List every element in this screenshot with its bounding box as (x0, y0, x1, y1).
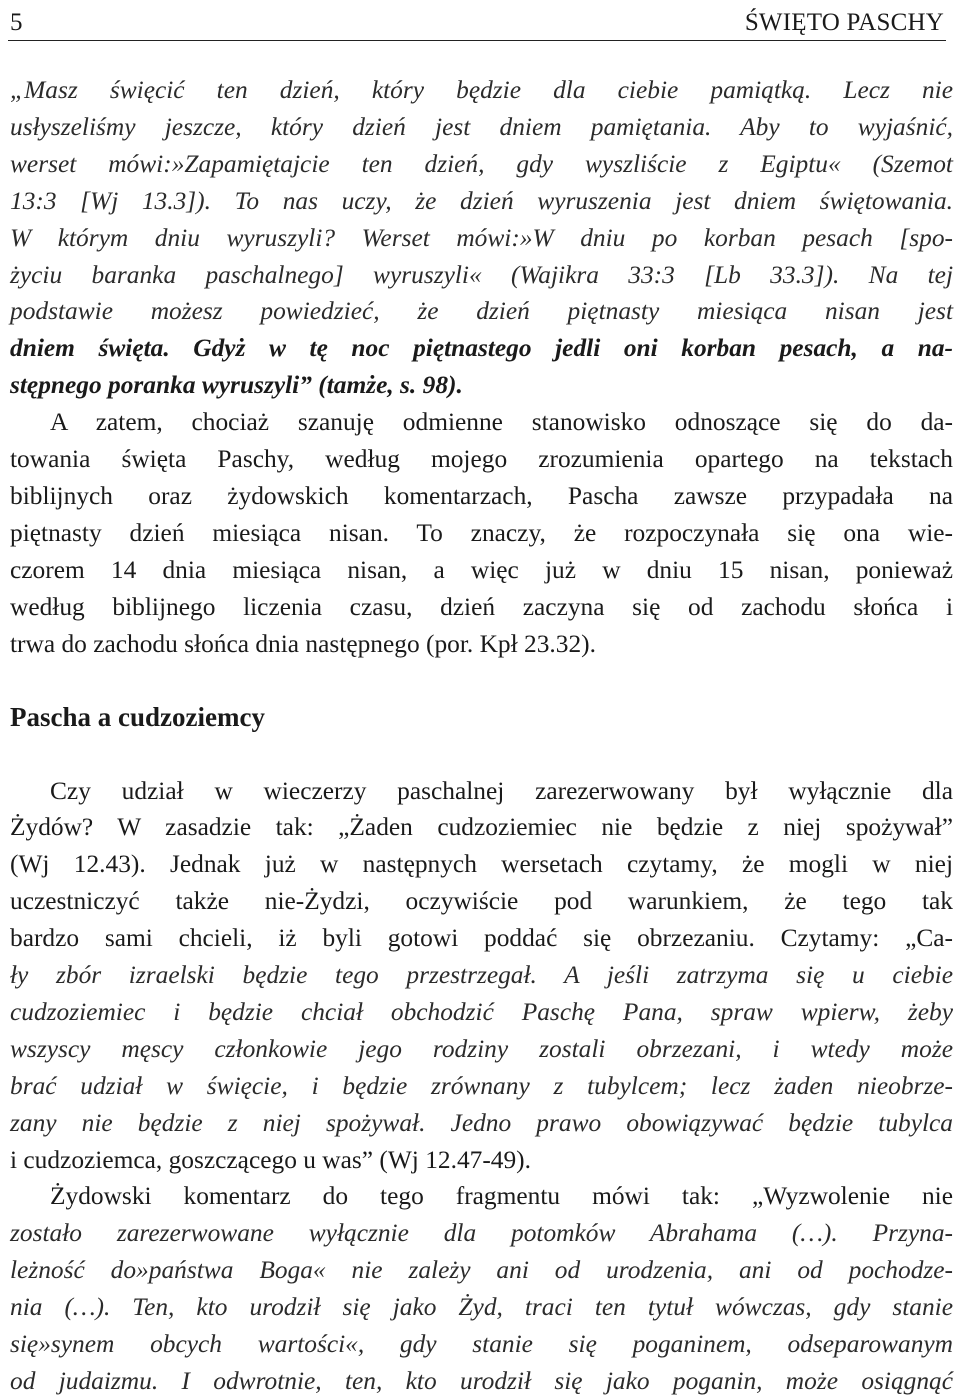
text-line: podstawie możesz powiedzieć, że dzień piętnasty miesiąca nisan jest (10, 297, 953, 326)
text-line: Czy udział w wieczerzy paschalnej zarezerwowany był wyłącznie dla (50, 776, 953, 805)
text-line: i cudzoziemca, goszczącego u was” (Wj 12.47-49). (10, 1145, 531, 1174)
text-line: według biblijnego liczenia czasu, dzień zaczyna się od zachodu słońca i (10, 592, 953, 621)
text-line: „Masz święcić ten dzień, który będzie dla ciebie pamiątką. Lecz nie (10, 76, 953, 104)
text-line: biblijnych oraz żydowskich komentarzach, Pascha zawsze przypadała na (10, 481, 953, 510)
text-line: nia (…). Ten, kto urodził się jako Żyd, traci ten tytuł wówczas, gdy stanie (10, 1293, 953, 1322)
page-body (10, 72, 953, 1400)
text-line: ły zbór izraelski będzie tego przestrzegał. A jeśli zatrzyma się u ciebie (10, 961, 953, 990)
paragraph-dating (10, 404, 953, 662)
text-line: Żydów? W zasadzie tak: „Żaden cudzoziemiec nie będzie z niej spożywał” (10, 813, 953, 842)
text-line: cudzoziemiec i będzie chciał obchodzić Paschę Pana, spraw wpierw, żeby (10, 997, 953, 1026)
text-line: bardzo sami chcieli, iż byli gotowi poddać się obrzezaniu. Czytamy: „Ca- (10, 924, 953, 953)
running-header (8, 6, 946, 41)
text-line: brać udział w święcie, i będzie zrównany z tubylcem; lecz żaden nieobrze- (10, 1071, 953, 1100)
text-line: towania święta Paschy, według mojego zrozumienia opartego na tekstach (10, 445, 953, 474)
text-line: życiu baranka paschalnego] wyruszyli« (Wajikra 33:3 [Lb 33.3]). Na tej (10, 260, 953, 289)
text-line: czorem 14 dnia miesiąca nisan, a więc już w dniu 15 nisan, ponieważ (10, 555, 953, 584)
text-line: W którym dniu wyruszyli? Werset mówi:»W dniu po korban pesach [spo- (10, 223, 953, 252)
text-line: piętnasty dzień miesiąca nisan. To znaczy, że rozpoczynała się ona wie- (10, 518, 953, 547)
text-line: uczestniczyć także nie-Żydzi, oczywiście pod warunkiem, że tego tak (10, 887, 953, 916)
text-line: werset mówi:»Zapamiętajcie ten dzień, gdy wyszliście z Egiptu« (Szemot (10, 149, 953, 178)
paragraph-commentary (10, 1178, 953, 1399)
text-line: się»synem obcych wartości«, gdy stanie się poganinem, odseparowanym (10, 1330, 953, 1359)
text-line: Żydowski komentarz do tego fragmentu mówi tak: „Wyzwolenie nie (50, 1182, 953, 1211)
text-line: zostało zarezerwowane wyłącznie dla potomków Abrahama (…). Przyna- (10, 1219, 953, 1248)
page-number: 5 (10, 9, 23, 36)
text-line: trwa do zachodu słońca dnia następnego (por. Kpł 23.32). (10, 629, 596, 658)
text-line: leżność do»państwa Boga« nie zależy ani od urodzenia, ani od pochodze- (10, 1256, 953, 1285)
quote-block (10, 72, 953, 404)
text-line: wszyscy męscy członkowie jego rodziny zostali obrzezani, i wtedy może (10, 1034, 953, 1063)
text-line: od judaizmu. I odwrotnie, ten, kto urodził się jako poganin, może osiągnąć (10, 1367, 953, 1395)
text-line: dniem święta. Gdyż w tę noc piętnastego jedli oni korban pesach, a na- (10, 334, 953, 363)
text-line: A zatem, chociaż szanuję odmienne stanowisko odnoszące się do da- (50, 408, 953, 437)
text-line: (Wj 12.43). Jednak już w następnych wersetach czytamy, że mogli w niej (10, 850, 953, 879)
text-line: stępnego poranka wyruszyli” (tamże, s. 98). (10, 371, 463, 400)
text-line: zany nie będzie z niej spożywał. Jedno prawo obowiązywać będzie tubylca (10, 1108, 953, 1137)
running-title: ŚWIĘTO PASCHY (744, 9, 944, 36)
text-line: 13:3 [Wj 13.3]). To nas uczy, że dzień wyruszenia jest dniem świętowania. (10, 186, 953, 215)
text-line: usłyszeliśmy jeszcze, który dzień jest dniem pamiętania. Aby to wyjaśnić, (10, 112, 953, 141)
paragraph-foreigners (10, 773, 953, 1179)
section-heading: Pascha a cudzoziemcy (10, 701, 265, 732)
